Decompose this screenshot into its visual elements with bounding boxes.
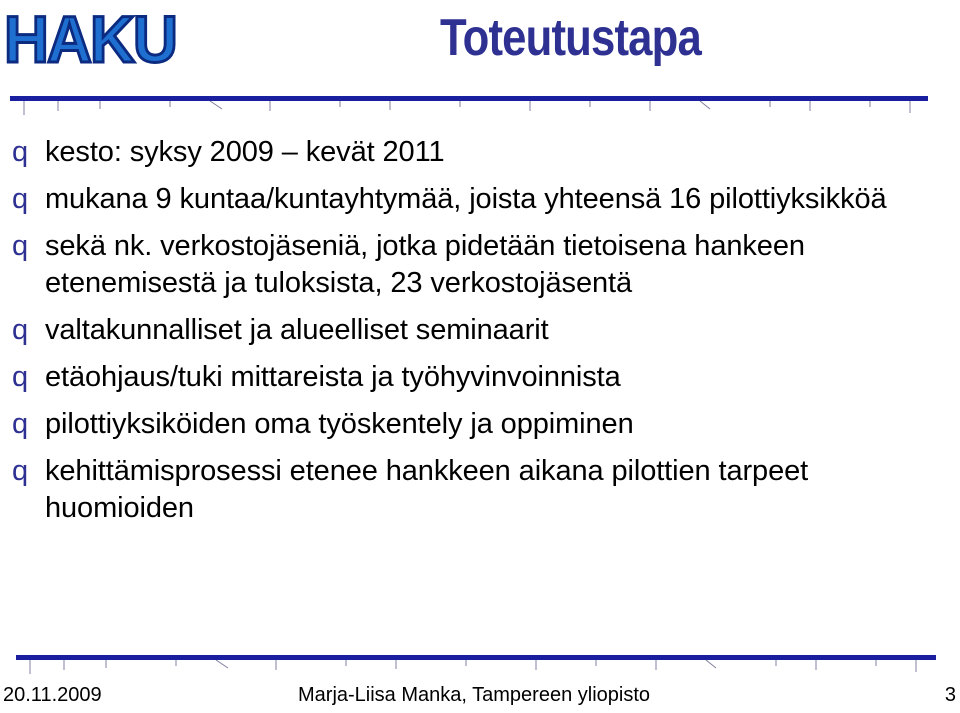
bullet-marker: q [12,455,29,487]
page-number: 3 [944,684,956,706]
bullet-marker: q [12,361,29,393]
slide-footer [0,684,960,712]
bullet-marker: q [12,408,29,440]
slide-title: Toteutustapa [440,9,701,67]
bullet-text: pilottiyksiköiden oma työskentely ja oppiminen [45,408,634,440]
bullet-text: sekä nk. verkostojäseniä, jotka pidetään tietoisena hankeen etenemisestä ja tuloksista, 23 verkostojäsentä [45,230,805,299]
bullet-text: valtakunnalliset ja alueelliset seminaarit [45,314,549,346]
haku-logo-text: HAKU [4,2,176,76]
ruler-ticks [10,101,928,117]
bullet-text: mukana 9 kuntaa/kuntayhtymää, joista yhteensä 16 pilottiyksikköä [45,183,887,215]
bullet-text: kesto: syksy 2009 – kevät 2011 [45,136,445,168]
footer-date: 20.11.2009 [3,684,102,706]
bullet-marker: q [12,183,29,215]
bullet-marker: q [12,314,29,346]
footer-author: Marja-Liisa Manka, Tampereen yliopisto [298,684,651,706]
bullet-text: etäohjaus/tuki mittareista ja työhyvinvoinnista [45,361,621,393]
bullet-item [12,181,952,218]
bullet-item [12,312,952,349]
bullet-marker: q [12,230,29,262]
bullet-item [12,359,952,396]
bullet-item [12,134,952,171]
header-rule [10,96,928,118]
bullet-item [12,228,952,302]
footer-rule [16,655,936,677]
bullet-marker: q [12,136,29,168]
bullet-list [12,134,952,537]
bullet-item [12,453,952,527]
bullet-text: kehittämisprosessi etenee hankkeen aikana pilottien tarpeet huomioiden [45,455,809,524]
ruler-ticks [16,660,936,676]
bullet-item [12,406,952,443]
haku-logo [0,0,182,78]
